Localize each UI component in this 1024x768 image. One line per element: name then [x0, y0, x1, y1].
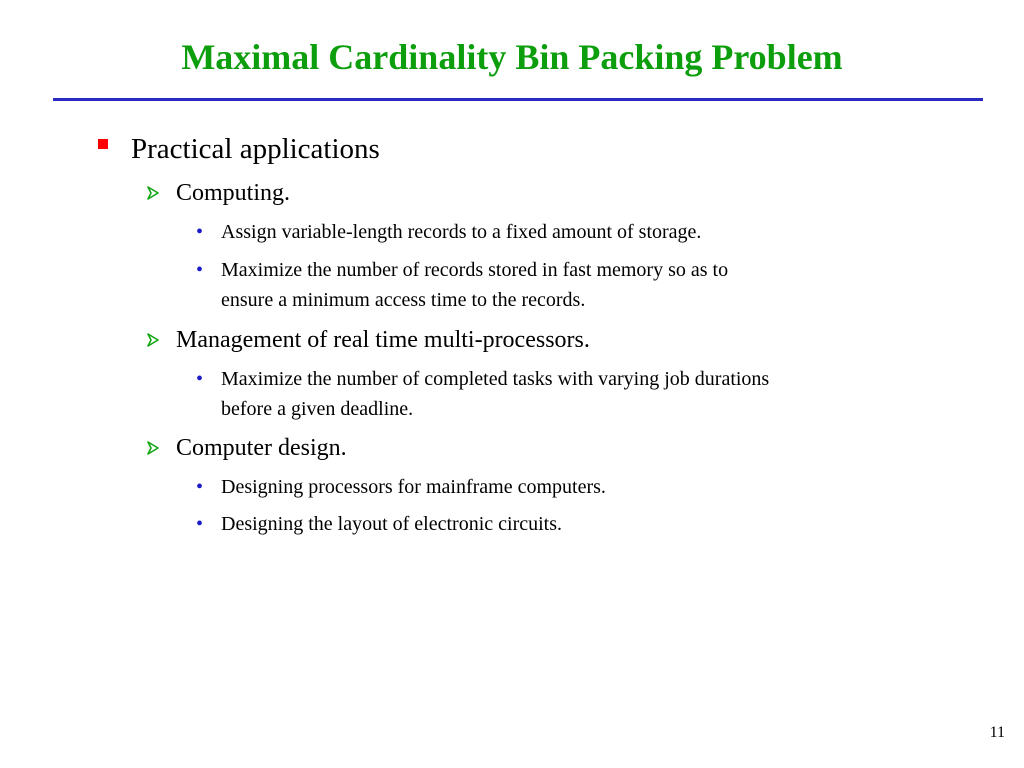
dot-bullet-icon: • — [196, 259, 204, 281]
arrow-bullet-icon — [146, 441, 160, 455]
slide-title: Maximal Cardinality Bin Packing Problem — [181, 37, 843, 77]
bullet-computer-design: Computer design. — [176, 435, 347, 461]
dot-bullet-icon: • — [196, 368, 204, 390]
bullet-maximize-tasks-continued: before a given deadline. — [221, 398, 414, 420]
bullet-practical-applications: Practical applications — [131, 133, 380, 165]
bullet-computing: Computing. — [176, 180, 291, 206]
bullet-maximize-records-continued: ensure a minimum access time to the records. — [221, 289, 586, 311]
arrow-bullet-icon — [146, 186, 160, 200]
page-number: 11 — [989, 724, 1005, 741]
arrow-bullet-icon — [146, 333, 160, 347]
dot-bullet-icon: • — [196, 513, 204, 535]
bullet-maximize-tasks: Maximize the number of completed tasks with varying job durations — [221, 368, 770, 390]
dot-bullet-icon: • — [196, 476, 204, 498]
bullet-maximize-records: Maximize the number of records stored in fast memory so as to — [221, 259, 729, 281]
bullet-assign-records: Assign variable-length records to a fixed amount of storage. — [221, 221, 702, 243]
bullet-designing-layout: Designing the layout of electronic circuits. — [221, 513, 563, 535]
square-bullet-icon — [98, 139, 108, 149]
title-divider — [53, 98, 983, 101]
bullet-management-multiprocessors: Management of real time multi-processors. — [176, 327, 590, 353]
dot-bullet-icon: • — [196, 221, 204, 243]
bullet-designing-processors: Designing processors for mainframe computers. — [221, 476, 606, 498]
